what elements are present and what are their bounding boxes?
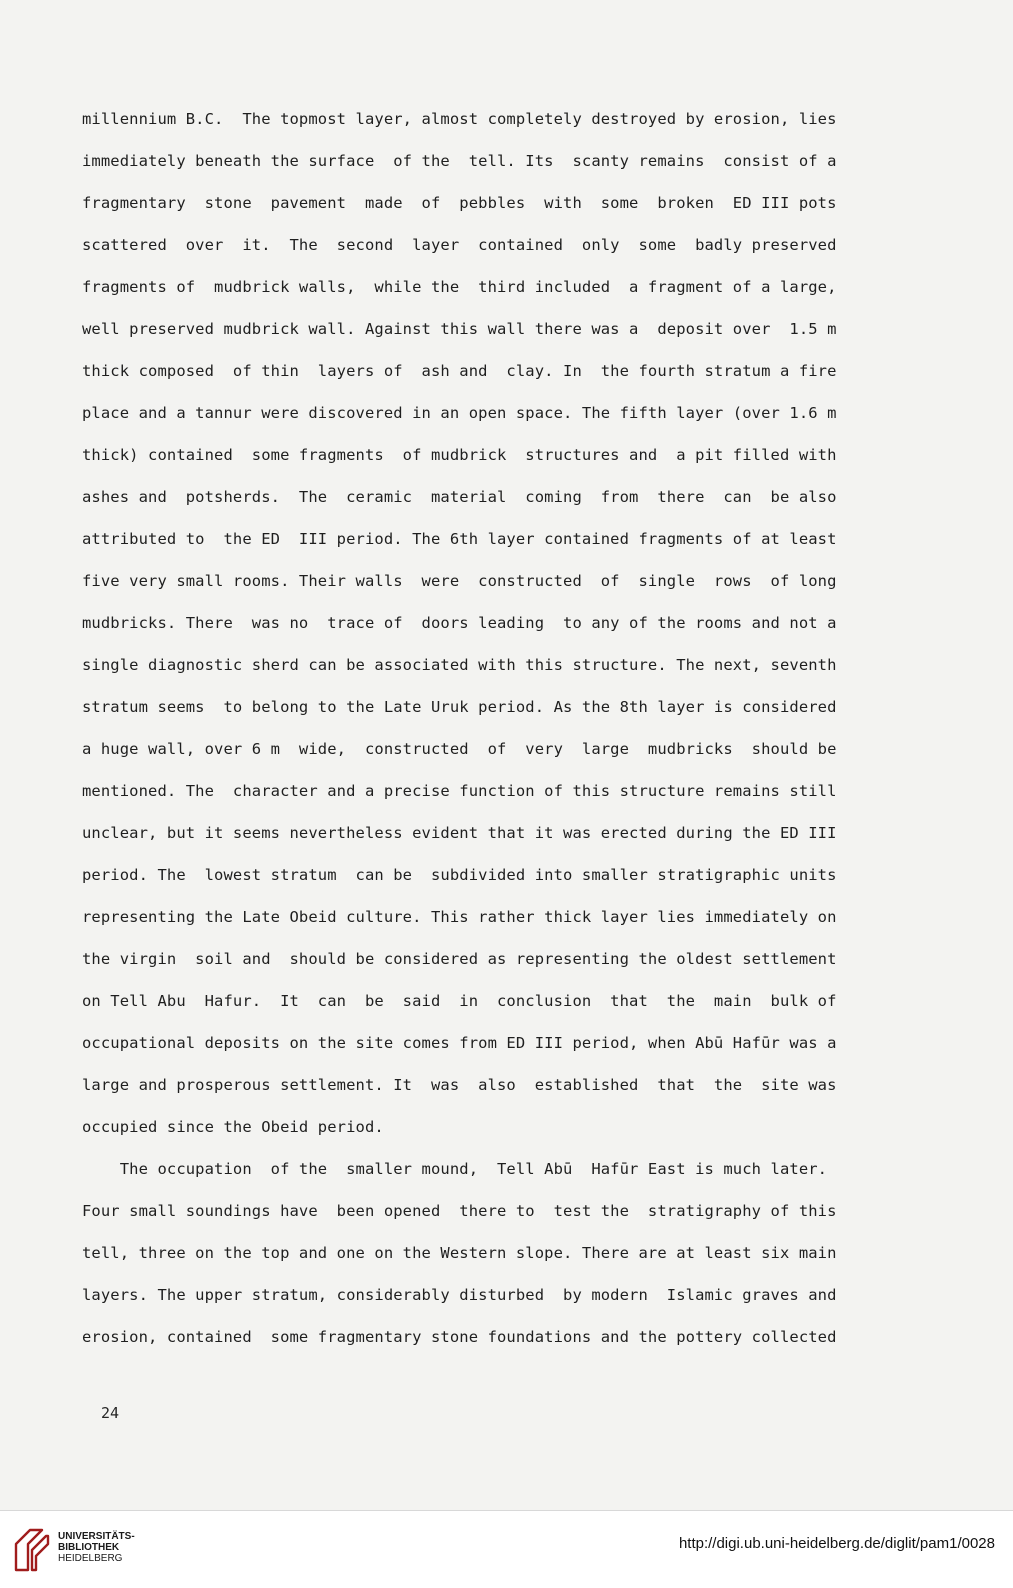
heidelberg-library-logo-icon	[12, 1524, 52, 1574]
text-line-8: place and a tannur were discovered in an open space. The fifth layer (over 1.6 m	[82, 404, 837, 422]
text-line-3: fragmentary stone pavement made of pebbles with some broken ED III pots	[82, 194, 837, 212]
text-line-7: thick composed of thin layers of ash and clay. In the fourth stratum a fire	[82, 362, 837, 380]
text-line-21: the virgin soil and should be considered as representing the oldest settlement	[82, 950, 837, 968]
text-line-11: attributed to the ED III period. The 6th layer contained fragments of at least	[82, 530, 837, 548]
text-line-22: on Tell Abu Hafur. It can be said in conclusion that the main bulk of	[82, 992, 837, 1010]
text-line-17: mentioned. The character and a precise function of this structure remains still	[82, 782, 837, 800]
text-line-5: fragments of mudbrick walls, while the third included a fragment of a large,	[82, 278, 837, 296]
text-line-6: well preserved mudbrick wall. Against this wall there was a deposit over 1.5 m	[82, 320, 837, 338]
text-line-4: scattered over it. The second layer contained only some badly preserved	[82, 236, 837, 254]
source-url-link[interactable]: http://digi.ub.uni-heidelberg.de/diglit/pam1/0028	[678, 1535, 995, 1552]
text-line-27: Four small soundings have been opened there to test the stratigraphy of this	[82, 1202, 837, 1220]
library-name-line-1: UNIVERSITÄTS-	[58, 1531, 135, 1542]
text-line-18: unclear, but it seems nevertheless evident that it was erected during the ED III	[82, 824, 837, 842]
text-line-15: stratum seems to belong to the Late Uruk period. As the 8th layer is considered	[82, 698, 837, 716]
text-line-2: immediately beneath the surface of the tell. Its scanty remains consist of a	[82, 152, 837, 170]
text-line-1: millennium B.C. The topmost layer, almost completely destroyed by erosion, lies	[82, 110, 837, 128]
text-line-29: layers. The upper stratum, considerably disturbed by modern Islamic graves and	[82, 1286, 837, 1304]
text-line-20: representing the Late Obeid culture. This rather thick layer lies immediately on	[82, 908, 837, 926]
text-line-16: a huge wall, over 6 m wide, constructed of very large mudbricks should be	[82, 740, 837, 758]
text-line-23: occupational deposits on the site comes from ED III period, when Abū Hafūr was a	[82, 1034, 837, 1052]
text-line-24: large and prosperous settlement. It was also established that the site was	[82, 1076, 837, 1094]
text-line-13: mudbricks. There was no trace of doors leading to any of the rooms and not a	[82, 614, 837, 632]
text-line-12: five very small rooms. Their walls were constructed of single rows of long	[82, 572, 837, 590]
text-line-26: The occupation of the smaller mound, Tell Abū Hafūr East is much later.	[82, 1160, 828, 1178]
text-line-25: occupied since the Obeid period.	[82, 1118, 384, 1136]
library-name	[58, 1531, 135, 1564]
text-line-14: single diagnostic sherd can be associated with this structure. The next, seventh	[82, 656, 837, 674]
text-line-10: ashes and potsherds. The ceramic material coming from there can be also	[82, 488, 837, 506]
library-name-line-2: BIBLIOTHEK	[58, 1542, 120, 1553]
text-line-28: tell, three on the top and one on the Western slope. There are at least six main	[82, 1244, 837, 1262]
library-name-line-3: HEIDELBERG	[58, 1553, 123, 1564]
text-line-30: erosion, contained some fragmentary stone foundations and the pottery collected	[82, 1328, 837, 1346]
text-line-19: period. The lowest stratum can be subdivided into smaller stratigraphic units	[82, 866, 837, 884]
page-number: 24	[101, 1404, 120, 1422]
text-line-9: thick) contained some fragments of mudbrick structures and a pit filled with	[82, 446, 837, 464]
